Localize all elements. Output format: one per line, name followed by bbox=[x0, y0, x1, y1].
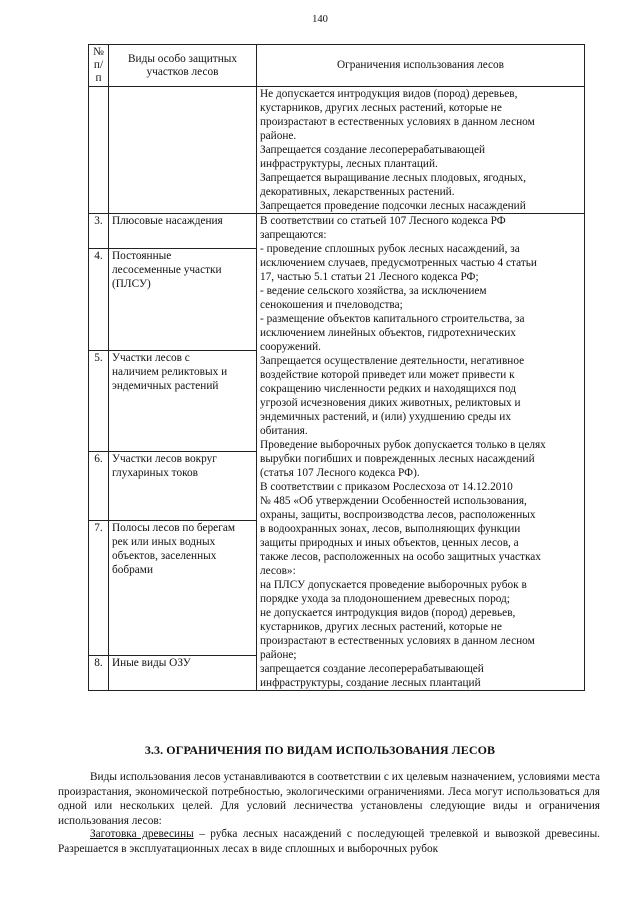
header-type: Виды особо защитных участков лесов bbox=[109, 45, 257, 87]
restriction-line: Запрещается осуществление деятельности, негативное bbox=[260, 355, 525, 367]
restriction-line: лесов»: bbox=[260, 565, 296, 577]
restriction-line: порядке ухода за плодоношением древесных пород; bbox=[260, 593, 510, 605]
row-number: 8. bbox=[89, 655, 109, 690]
restriction-line: - размещение объектов капитального строительства, за bbox=[260, 313, 525, 325]
row-number: 6. bbox=[89, 452, 109, 520]
restriction-line: сооружений. bbox=[260, 341, 321, 353]
restriction-line: вырубки погибших и поврежденных лесных насаждений bbox=[260, 453, 535, 465]
restriction-line: инфраструктуры, создание лесных плантаций bbox=[260, 677, 481, 689]
restriction-line: произрастают в естественных условиях в данном лесном bbox=[260, 635, 535, 647]
restriction-line: 17, частью 5.1 статьи 21 Лесного кодекса РФ; bbox=[260, 271, 479, 283]
restriction-line: запрещается создание лесоперерабатывающей bbox=[260, 663, 484, 675]
shared-restrictions-cell bbox=[257, 214, 585, 691]
table-row bbox=[89, 214, 585, 249]
row-type-line: эндемичных растений bbox=[112, 379, 219, 392]
row-type-line: лесосеменные участки bbox=[112, 264, 222, 277]
restriction-line: кустарников, других лесных растений, которые не bbox=[260, 621, 502, 633]
restriction-line: - ведение сельского хозяйства, за исключением bbox=[260, 285, 487, 297]
restriction-line: исключением случаев, предусмотренных частью 4 статьи bbox=[260, 257, 537, 269]
restriction-line: обитания. bbox=[260, 425, 308, 437]
table-header-row bbox=[89, 45, 585, 87]
restriction-line: инфраструктуры, лесных плантаций. bbox=[260, 158, 438, 170]
logging-term: Заготовка древесины bbox=[90, 828, 194, 840]
row-type bbox=[109, 655, 257, 690]
restriction-line: воздействие которой приведет или может привести к bbox=[260, 369, 515, 381]
restriction-line: Запрещается выращивание лесных плодовых, ягодных, bbox=[260, 172, 526, 184]
restriction-line: также лесов, расположенных на особо защитных участках bbox=[260, 551, 541, 563]
restriction-line: сенокошения и пчеловодства; bbox=[260, 299, 403, 311]
restriction-line: охраны, защиты, воспроизводства лесов, расположенных bbox=[260, 509, 536, 521]
restriction-line: В соответствии с приказом Рослесхоза от 14.12.2010 bbox=[260, 481, 513, 493]
restriction-line: исключением линейных объектов, гидротехнических bbox=[260, 327, 516, 339]
paragraph-logging bbox=[58, 827, 600, 856]
restriction-line: (статья 107 Лесного кодекса РФ). bbox=[260, 467, 420, 479]
row-type bbox=[109, 452, 257, 520]
restriction-line: эндемичных растений, и (или) ухудшению среды их bbox=[260, 411, 512, 423]
restriction-line: на ПЛСУ допускается проведение выборочных рубок в bbox=[260, 579, 527, 591]
restriction-line: в водоохранных зонах, лесов, выполняющих функции bbox=[260, 523, 521, 535]
restriction-line: районе; bbox=[260, 649, 297, 661]
continued-row bbox=[89, 87, 585, 214]
row-type-line: Постоянные bbox=[112, 250, 172, 263]
section-heading: 3.3. ОГРАНИЧЕНИЯ ПО ВИДАМ ИСПОЛЬЗОВАНИЯ ЛЕСОВ bbox=[144, 743, 496, 757]
row-type-line: Участки лесов вокруг bbox=[112, 453, 217, 466]
row-type-line: рек или иных водных bbox=[112, 535, 216, 548]
row-number: 5. bbox=[89, 350, 109, 452]
restriction-line: Запрещается создание лесоперерабатывающей bbox=[260, 144, 486, 156]
restriction-line: запрещаются: bbox=[260, 229, 327, 241]
row-type-line: Участки лесов с bbox=[112, 351, 190, 364]
paragraph-intro: Виды использования лесов устанавливаются в соответствии с их целевым назначением, условиями места произрастания, экономической потребностью, экологическими ограничениями. Леса могут использоваться для одной или нескольких целей. Для условий лесничества установлены следующие виды и ограничения использования лесов: bbox=[58, 771, 600, 827]
continued-type-cell bbox=[109, 87, 257, 214]
restriction-line: угрозой исчезновения диких животных, реликтовых и bbox=[260, 397, 521, 409]
restriction-line: Запрещается проведение подсочки лесных насаждений bbox=[260, 200, 526, 212]
continued-restrictions-cell bbox=[257, 87, 585, 214]
restriction-line: декоративных, лекарственных растений. bbox=[260, 186, 455, 198]
row-number: 4. bbox=[89, 249, 109, 351]
row-number: 7. bbox=[89, 520, 109, 655]
row-number: 3. bbox=[89, 214, 109, 249]
restriction-line: кустарников, других лесных растений, которые не bbox=[260, 102, 502, 114]
restriction-line: В соответствии со статьей 107 Лесного кодекса РФ bbox=[260, 215, 506, 227]
row-type bbox=[109, 214, 257, 249]
restriction-line: Проведение выборочных рубок допускается только в целях bbox=[260, 439, 546, 451]
header-num: № п/п bbox=[89, 45, 109, 87]
row-type bbox=[109, 350, 257, 452]
row-type-line: наличием реликтовых и bbox=[112, 365, 228, 378]
restriction-line: произрастают в естественных условиях в данном лесном bbox=[260, 116, 535, 128]
restriction-line: № 485 «Об утверждении Особенностей использования, bbox=[260, 495, 527, 507]
row-type bbox=[109, 520, 257, 655]
restriction-line: защиты природных и иных объектов, ценных лесов, а bbox=[260, 537, 519, 549]
row-type-line: (ПЛСУ) bbox=[112, 278, 151, 291]
continued-num-cell bbox=[89, 87, 109, 214]
page-number: 140 bbox=[312, 14, 328, 25]
row-type-line: Иные виды ОЗУ bbox=[112, 656, 191, 669]
restriction-line: Не допускается интродукция видов (пород) деревьев, bbox=[260, 88, 518, 100]
logging-text: – рубка лесных насаждений с последующей трелевкой и вывозкой древесины. Разрешается в эксплуатационных лесах в виде сплошных и выборочных рубок bbox=[58, 828, 600, 855]
restriction-line: - проведение сплошных рубок лесных насаждений, за bbox=[260, 243, 520, 255]
header-restrictions: Ограничения использования лесов bbox=[257, 45, 585, 87]
row-type-line: глухариных токов bbox=[112, 467, 198, 480]
restriction-line: не допускается интродукция видов (пород) деревьев, bbox=[260, 607, 516, 619]
row-type-line: Полосы лесов по берегам bbox=[112, 521, 235, 534]
row-type bbox=[109, 249, 257, 351]
restriction-line: районе. bbox=[260, 130, 297, 142]
restrictions-table bbox=[88, 44, 585, 691]
row-type-line: Плюсовые насаждения bbox=[112, 215, 223, 227]
row-type-line: бобрами bbox=[112, 563, 154, 576]
row-type-line: объектов, заселенных bbox=[112, 549, 217, 562]
restriction-line: сокращению численности редких и находящихся под bbox=[260, 383, 517, 395]
